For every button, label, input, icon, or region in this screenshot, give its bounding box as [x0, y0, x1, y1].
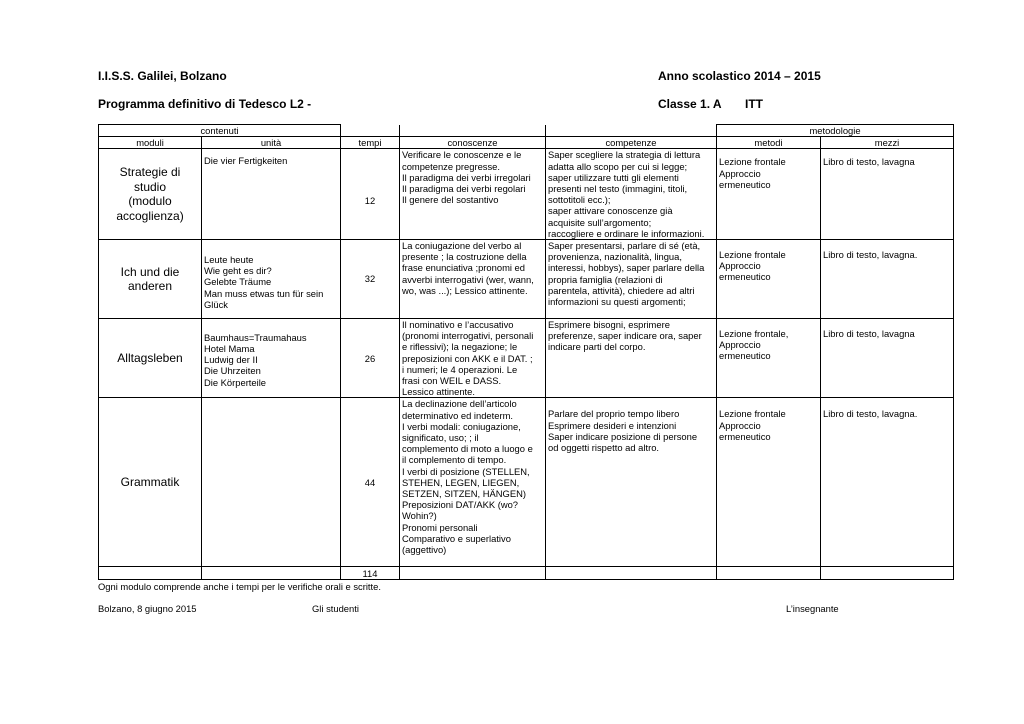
- footer-note: Ogni modulo comprende anche i tempi per le verifiche orali e scritte.: [98, 581, 381, 592]
- teacher-signature-label: L’insegnante: [786, 603, 839, 614]
- modulo-cell: Ich und die anderen: [99, 240, 202, 319]
- mezzi-cell: Libro di testo, lavagna: [821, 319, 954, 398]
- mezzi-cell: Libro di testo, lavagna: [821, 149, 954, 240]
- group-metodologie: metodologie: [717, 125, 954, 137]
- column-header-row: [99, 137, 954, 149]
- school-year: Anno scolastico 2014 – 2015: [658, 69, 821, 83]
- mezzi-cell: Libro di testo, lavagna.: [821, 240, 954, 319]
- competenze-cell: Saper scegliere la strategia di lettura adatta allo scopo per cui si legge; saper utilizzare tutti gli elementi presenti nel testo (immagini, titoli, sottotitoli ecc.); saper attivare conoscenze già acquisite sull’argomento; raccogliere e ordinare le informazioni.: [546, 149, 717, 240]
- col-metodi: metodi: [717, 137, 821, 149]
- col-moduli: moduli: [99, 137, 202, 149]
- table-row: [99, 149, 954, 240]
- mezzi-cell: Libro di testo, lavagna.: [821, 398, 954, 567]
- metodi-cell: Lezione frontale Approccio ermeneutico: [717, 149, 821, 240]
- conoscenze-cell: La coniugazione del verbo al presente ; la costruzione della frase enunciativa ;pronomi ed avverbi interrogativi (wer, wann, wo, was ...); Lessico attinente.: [400, 240, 546, 319]
- competenze-cell: Esprimere bisogni, esprimere preferenze, saper indicare ora, saper indicare parti del corpo.: [546, 319, 717, 398]
- class-section: ITT: [745, 97, 763, 111]
- metodi-cell: Lezione frontale Approccio ermeneutico: [717, 240, 821, 319]
- unita-cell: Die vier Fertigkeiten: [202, 149, 341, 240]
- tempi-cell: 26: [341, 319, 400, 398]
- tempi-cell: 44: [341, 398, 400, 567]
- program-table: [98, 124, 954, 580]
- competenze-cell: Parlare del proprio tempo libero Esprimere desideri e intenzioni Saper indicare posizione di persone od oggetti rispetto ad altro.: [546, 398, 717, 567]
- modulo-cell: Alltagsleben: [99, 319, 202, 398]
- col-competenze: competenze: [546, 137, 717, 149]
- modulo-cell: Strategie di studio (modulo accoglienza): [99, 149, 202, 240]
- program-title: Programma definitivo di Tedesco L2 -: [98, 97, 312, 111]
- col-conoscenze: conoscenze: [400, 137, 546, 149]
- competenze-cell: Saper presentarsi, parlare di sé (età, provenienza, nazionalità, lingua, interessi, hobbys), saper parlare della propria famiglia (relazioni di parentela, attività), chiedere ad altri informazioni su questi argomenti;: [546, 240, 717, 319]
- unita-cell: [202, 398, 341, 567]
- total-row: [99, 567, 954, 580]
- conoscenze-cell: Il nominativo e l’accusativo (pronomi interrogativi, personali e riflessivi); la negazione; le preposizioni con AKK e il DAT. ; i numeri; le 4 operazioni. Le frasi con WEIL e DASS. Lessico attinente.: [400, 319, 546, 398]
- tempi-cell: 32: [341, 240, 400, 319]
- total-tempi: 114: [341, 567, 400, 580]
- students-signature-label: Gli studenti: [312, 603, 359, 614]
- place-date: Bolzano, 8 giugno 2015: [98, 603, 197, 614]
- table-row: [99, 398, 954, 567]
- tempi-cell: 12: [341, 149, 400, 240]
- school-name: I.I.S.S. Galilei, Bolzano: [98, 69, 227, 83]
- metodi-cell: Lezione frontale Approccio ermeneutico: [717, 398, 821, 567]
- class-label: Classe 1. A: [658, 97, 722, 111]
- unita-cell: Baumhaus=Traumahaus Hotel Mama Ludwig der II Die Uhrzeiten Die Körperteile: [202, 319, 341, 398]
- group-header-row: [99, 125, 954, 137]
- table-row: [99, 319, 954, 398]
- col-mezzi: mezzi: [821, 137, 954, 149]
- group-contenuti: contenuti: [99, 125, 341, 137]
- conoscenze-cell: Verificare le conoscenze e le competenze pregresse. Il paradigma dei verbi irregolari Il paradigma dei verbi regolari Il genere del sostantivo: [400, 149, 546, 240]
- table-row: [99, 240, 954, 319]
- metodi-cell: Lezione frontale, Approccio ermeneutico: [717, 319, 821, 398]
- modulo-cell: Grammatik: [99, 398, 202, 567]
- unita-cell: Leute heute Wie geht es dir? Gelebte Träume Man muss etwas tun für sein Glück: [202, 240, 341, 319]
- col-tempi: tempi: [341, 137, 400, 149]
- conoscenze-cell: La declinazione dell’articolo determinativo ed indeterm. I verbi modali: coniugazione, significato, uso; ; il complemento di moto a luogo e il complemento di tempo. I verbi di posizione (STELLEN, STEHEN, LEGEN, LIEGEN, SETZEN, SITZEN, HÄNGEN) Preposizioni DAT/AKK (wo? Wohin?) Pronomi personali Comparativo e superlativo (aggettivo): [400, 398, 546, 567]
- col-unita: unità: [202, 137, 341, 149]
